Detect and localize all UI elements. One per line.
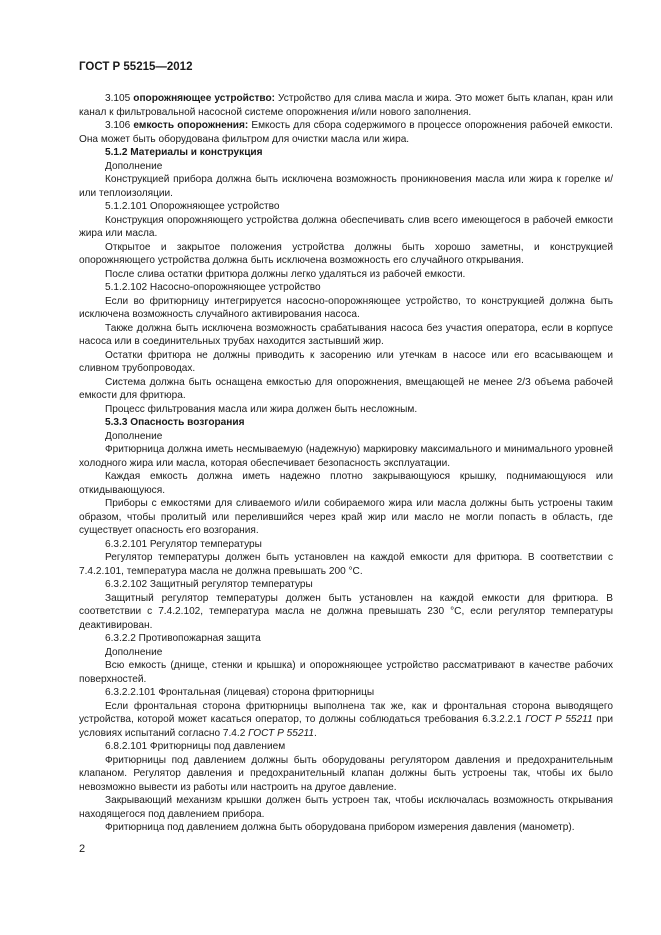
paragraph: Дополнение bbox=[105, 160, 163, 172]
subsection-title: 5.1.2.102 Насосно-опорожняющее устройство bbox=[105, 282, 321, 293]
subsection-title: 6.3.2.102 Защитный регулятор температуры bbox=[105, 579, 313, 590]
page-number: 2 bbox=[79, 843, 86, 855]
document-body bbox=[79, 92, 613, 835]
paragraph: Дополнение bbox=[105, 646, 163, 658]
subsection-title: 6.8.2.101 Фритюрницы под давлением bbox=[105, 741, 286, 752]
paragraph: 3.105 опорожняющее устройство: Устройство для слива масла и жира. Это может быть клапан, кран или канал к фильтровальной насосной системе опорожнения и/или нового заполнения. bbox=[79, 93, 613, 118]
paragraph: Регулятор температуры должен быть установлен на каждой емкости для фритюра. В соответствии с 7.4.2.101, температура масла не должна превышать 200 °C. bbox=[79, 552, 613, 577]
subsection-title: 6.3.2.2.101 Фронтальная (лицевая) сторона фритюрницы bbox=[105, 687, 375, 698]
paragraph: Остатки фритюра не должны приводить к засорению или утечкам в насосе или его всасывающем и сливном трубопроводах. bbox=[79, 349, 613, 374]
paragraph: Конструкция опорожняющего устройства должна обеспечивать слив всего имеющегося в рабочей емкости жира или масла. bbox=[79, 214, 613, 239]
paragraph: Система должна быть оснащена емкостью для опорожнения, вмещающей не менее 2/3 объема рабочей емкости для фритюра. bbox=[79, 376, 613, 401]
paragraph: Процесс фильтрования масла или жира должен быть несложным. bbox=[105, 403, 418, 415]
paragraph: Открытое и закрытое положения устройства должны быть хорошо заметны, и конструкцией опорожняющего устройства должна быть исключена возможность его случайного открывания. bbox=[79, 241, 613, 266]
paragraph: 3.106 емкость опорожнения: Емкость для сбора содержимого в процессе опорожнения рабочей емкости. Она может быть оборудована фильтром для очистки масла или жира. bbox=[79, 120, 613, 145]
standard-reference: ГОСТ Р 55211 bbox=[248, 727, 314, 739]
paragraph: Фритюрница должна иметь несмываемую (надежную) маркировку максимального и минимального уровней холодного жира или масла, которая обеспечивает безопасность эксплуатации. bbox=[79, 444, 613, 469]
section-heading: 5.3.3 Опасность возгорания bbox=[105, 417, 245, 428]
paragraph: Если фронтальная сторона фритюрницы выполнена так же, как и фронтальная сторона выводящего устройства, которой может касаться оператор, то должны соблюдаться требования 6.3.2.2.1 ГОСТ Р 55211 при условиях испытаний согласно 7.4.2 ГОСТ Р 55211. bbox=[79, 700, 613, 739]
subsection-title: 5.1.2.101 Опорожняющее устройство bbox=[105, 201, 280, 212]
paragraph: Приборы с емкостями для сливаемого и/или собираемого жира или масла должны быть устроены таким образом, чтобы пролитый или перелившийся через край жир или масло не могли попасть в область, где существует опасность его возгорания. bbox=[79, 498, 613, 536]
paragraph: Также должна быть исключена возможность срабатывания насоса без участия оператора, если в корпусе насоса или в соединительных трубах находится застывший жир. bbox=[79, 322, 613, 347]
paragraph: После слива остатки фритюра должны легко удаляться из рабочей емкости. bbox=[105, 268, 466, 280]
paragraph: Конструкцией прибора должна быть исключена возможность проникновения масла или жира к горелке и/или теплоизоляции. bbox=[79, 174, 613, 199]
standard-reference: ГОСТ Р 55211 bbox=[525, 714, 593, 725]
paragraph: Всю емкость (днище, стенки и крышка) и опорожняющее устройство рассматривают в качестве рабочих поверхностей. bbox=[79, 660, 613, 685]
paragraph: Фритюрницы под давлением должны быть оборудованы регулятором давления и предохранительным клапаном. Регулятор давления и предохранительный клапан должны быть устроены так, чтобы их было невозможно вывести из работы или настроить на другое давление. bbox=[79, 754, 613, 793]
paragraph: Если во фритюрницу интегрируется насосно-опорожняющее устройство, то конструкцией должна быть исключена возможность случайного активирования насоса. bbox=[79, 295, 613, 320]
paragraph: Закрывающий механизм крышки должен быть устроен так, чтобы исключалась возможность открывания находящегося под давлением прибора. bbox=[79, 795, 613, 820]
paragraph: Фритюрница под давлением должна быть оборудована прибором измерения давления (манометр). bbox=[105, 822, 575, 833]
section-heading: 5.1.2 Материалы и конструкция bbox=[105, 147, 263, 158]
subsection-title: 6.3.2.101 Регулятор температуры bbox=[105, 538, 262, 550]
term: опорожняющее устройство: bbox=[133, 93, 276, 104]
paragraph: Защитный регулятор температуры должен быть установлен на каждой емкости для фритюра. В соответствии с 7.4.2.102, температура масла не должна превышать 230 °C, если регулятор температуры деактивирован. bbox=[79, 592, 613, 631]
subsection-title: 6.3.2.2 Противопожарная защита bbox=[105, 633, 261, 644]
paragraph: Дополнение bbox=[105, 430, 163, 442]
term: емкость опорожнения: bbox=[133, 120, 249, 131]
document-code: ГОСТ Р 55215—2012 bbox=[79, 61, 193, 73]
paragraph: Каждая емкость должна иметь надежно плотно закрывающуюся крышку, поднимающуюся или откидывающуюся. bbox=[79, 471, 613, 496]
